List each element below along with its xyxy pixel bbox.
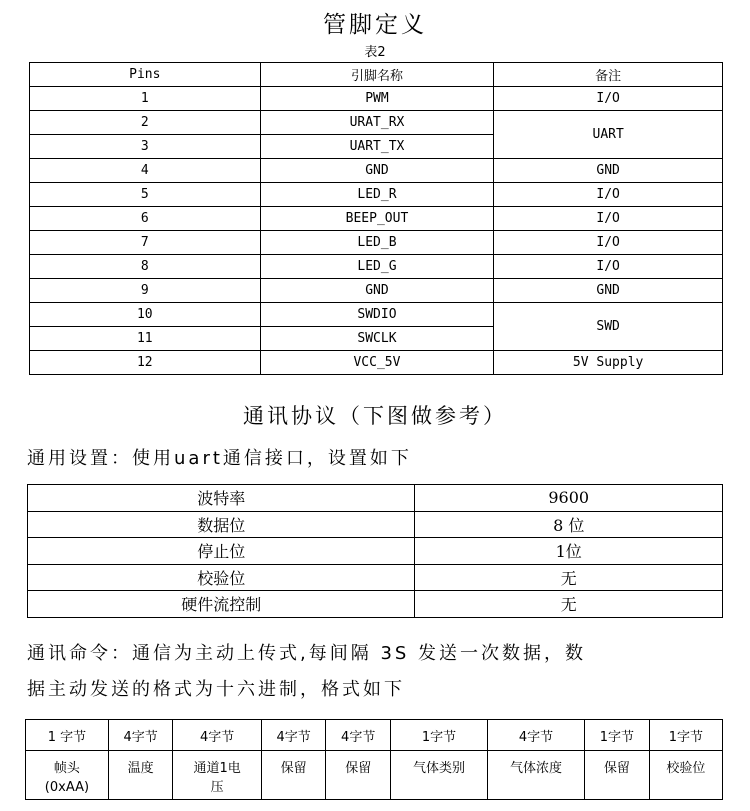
- table-row: [30, 279, 723, 303]
- pin-note: I/O: [494, 207, 723, 231]
- frame-size: 4字节: [173, 720, 261, 751]
- pin-note: 5V Supply: [494, 351, 723, 375]
- pin-note: I/O: [494, 183, 723, 207]
- table-row: [30, 159, 723, 183]
- pin-number: 2: [30, 111, 261, 135]
- uart-settings-table: [27, 484, 723, 618]
- pin-note: I/O: [494, 87, 723, 111]
- table-row: [28, 538, 723, 565]
- frame-field-row: [26, 751, 723, 800]
- command-text-line1: 通讯命令：通信为主动上传式,每间隔 3S 发送一次数据，数: [27, 643, 587, 664]
- frame-size: 1字节: [585, 720, 650, 751]
- frame-field: [173, 751, 261, 800]
- frame-field: [649, 751, 722, 800]
- table-row: [30, 231, 723, 255]
- pin-name: GND: [260, 279, 494, 303]
- pin-note: GND: [494, 159, 723, 183]
- frame-field: [488, 751, 585, 800]
- setting-label: 校验位: [28, 564, 415, 591]
- table-row: [28, 511, 723, 538]
- setting-value: 1位: [415, 538, 723, 565]
- pin-note: UART: [494, 111, 723, 159]
- protocol-title: 通讯协议（下图做参考）: [243, 404, 507, 428]
- frame-field-sub: (0xAA): [44, 780, 90, 795]
- frame-field-label: 气体浓度: [510, 761, 563, 776]
- pin-number: 11: [30, 327, 261, 351]
- pin-number: 7: [30, 231, 261, 255]
- pin-name: GND: [260, 159, 494, 183]
- pin-note: I/O: [494, 255, 723, 279]
- frame-field: [585, 751, 650, 800]
- setting-label: 停止位: [28, 538, 415, 565]
- frame-size-row: [26, 720, 723, 751]
- pin-name: UART_TX: [260, 135, 494, 159]
- setting-value: 无: [415, 564, 723, 591]
- pin-number: 8: [30, 255, 261, 279]
- frame-field: [108, 751, 173, 800]
- table-caption: 表2: [364, 45, 386, 60]
- frame-field-label: 校验位: [666, 761, 706, 776]
- table-header-row: [30, 63, 723, 87]
- table-row: [30, 183, 723, 207]
- command-text-line2: 据主动发送的格式为十六进制，格式如下: [27, 679, 405, 700]
- pin-name: VCC_5V: [260, 351, 494, 375]
- table-row: [30, 303, 723, 327]
- frame-size: 4字节: [261, 720, 326, 751]
- frame-size: 4字节: [326, 720, 391, 751]
- pin-number: 9: [30, 279, 261, 303]
- table-row: [30, 255, 723, 279]
- setting-value: 无: [415, 591, 723, 618]
- pin-name: LED_B: [260, 231, 494, 255]
- pin-number: 5: [30, 183, 261, 207]
- table-row: [30, 351, 723, 375]
- pin-number: 1: [30, 87, 261, 111]
- pin-note: GND: [494, 279, 723, 303]
- table-row: [30, 111, 723, 135]
- pin-number: 12: [30, 351, 261, 375]
- frame-field-label: 气体类别: [413, 761, 466, 776]
- frame-field: [326, 751, 391, 800]
- pin-number: 6: [30, 207, 261, 231]
- pin-name: LED_G: [260, 255, 494, 279]
- frame-field: [390, 751, 487, 800]
- pin-note: SWD: [494, 303, 723, 351]
- pin-name: PWM: [260, 87, 494, 111]
- data-frame-table: [25, 719, 723, 800]
- frame-field-label: 通道1电: [193, 761, 241, 776]
- header-note: 备注: [494, 63, 723, 87]
- frame-field: [261, 751, 326, 800]
- pin-name: LED_R: [260, 183, 494, 207]
- header-pins: Pins: [30, 63, 261, 87]
- setting-label: 数据位: [28, 511, 415, 538]
- table-row: [28, 564, 723, 591]
- frame-size: 1字节: [390, 720, 487, 751]
- setting-label: 硬件流控制: [28, 591, 415, 618]
- pin-number: 3: [30, 135, 261, 159]
- frame-size: 4字节: [108, 720, 173, 751]
- pin-definition-title: 管脚定义: [323, 12, 427, 38]
- setting-label: 波特率: [28, 485, 415, 512]
- table-row: [30, 207, 723, 231]
- table-row: [28, 485, 723, 512]
- general-settings-text: 通用设置：使用uart通信接口，设置如下: [27, 448, 412, 469]
- frame-field-label: 保留: [280, 761, 307, 776]
- frame-field: [26, 751, 109, 800]
- pin-note: I/O: [494, 231, 723, 255]
- setting-value: 9600: [415, 485, 723, 512]
- setting-value: 8 位: [415, 511, 723, 538]
- frame-size: 1字节: [649, 720, 722, 751]
- frame-field-label: 保留: [603, 761, 630, 776]
- frame-field-sub: 压: [210, 780, 224, 795]
- frame-field-label: 保留: [345, 761, 372, 776]
- table-row: [30, 87, 723, 111]
- pin-name: SWDIO: [260, 303, 494, 327]
- table-row: [28, 591, 723, 618]
- pin-name: SWCLK: [260, 327, 494, 351]
- pin-table: [29, 62, 723, 375]
- frame-size: 4字节: [488, 720, 585, 751]
- pin-name: URAT_RX: [260, 111, 494, 135]
- pin-name: BEEP_OUT: [260, 207, 494, 231]
- header-pin-name: 引脚名称: [260, 63, 494, 87]
- frame-field-label: 温度: [127, 761, 154, 776]
- pin-number: 4: [30, 159, 261, 183]
- pin-number: 10: [30, 303, 261, 327]
- frame-field-label: 帧头: [53, 761, 80, 776]
- frame-size: 1 字节: [26, 720, 109, 751]
